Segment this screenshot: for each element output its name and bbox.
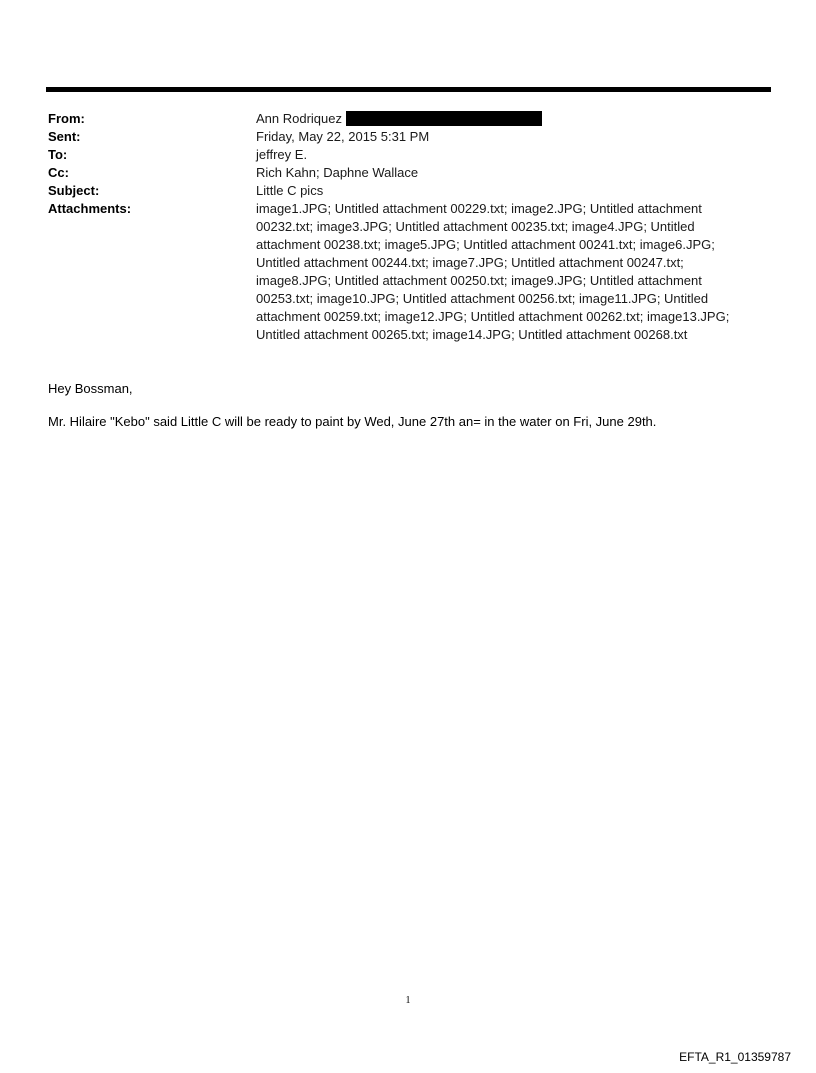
attachments-row [48,200,748,344]
from-row [48,110,748,128]
from-label: From: [48,111,85,126]
cc-value: Rich Kahn; Daphne Wallace [256,165,419,180]
header-divider-rule [46,87,771,92]
from-value [256,110,748,128]
redaction-box [346,111,542,126]
subject-label: Subject: [48,183,100,198]
to-row [48,146,748,164]
email-body [48,380,768,446]
sent-label: Sent: [48,129,81,144]
body-paragraph: Mr. Hilaire "Kebo" said Little C will be ready to paint by Wed, June 27th an= in the water on Fri, June 29th. [48,414,657,429]
page-number: 1 [405,995,411,1006]
greeting: Hey Bossman, [48,381,133,396]
subject-value: Little C pics [256,183,324,198]
email-header [48,110,748,344]
cc-row [48,164,748,182]
cc-label: Cc: [48,165,69,180]
to-value: jeffrey E. [256,147,308,162]
sent-value: Friday, May 22, 2015 5:31 PM [256,129,430,144]
attachments-label: Attachments: [48,201,132,216]
document-id: EFTA_R1_01359787 [679,1050,791,1064]
from-name: Ann Rodriquez [256,111,342,126]
attachments-value: image1.JPG; Untitled attachment 00229.txt; image2.JPG; Untitled attachment 00232.txt; image3.JPG; Untitled attachment 00235.txt; image4.JPG; Untitled attachment 00238.txt; image5.JPG; Untitled attachment 00241.txt; image6.JPG; Untitled attachment 00244.txt; image7.JPG; Untitled attachment 00247.txt; image8.JPG; Untitled attachment 00250.txt; image9.JPG; Untitled attachment 00253.txt; image10.JPG; Untitled attachment 00256.txt; image11.JPG; Untitled attachment 00259.txt; image12.JPG; Untitled attachment 00262.txt; image13.JPG; Untitled attachment 00265.txt; image14.JPG; Untitled attachment 00268.txt [256,201,730,342]
sent-row [48,128,748,146]
to-label: To: [48,147,68,162]
subject-row [48,182,748,200]
